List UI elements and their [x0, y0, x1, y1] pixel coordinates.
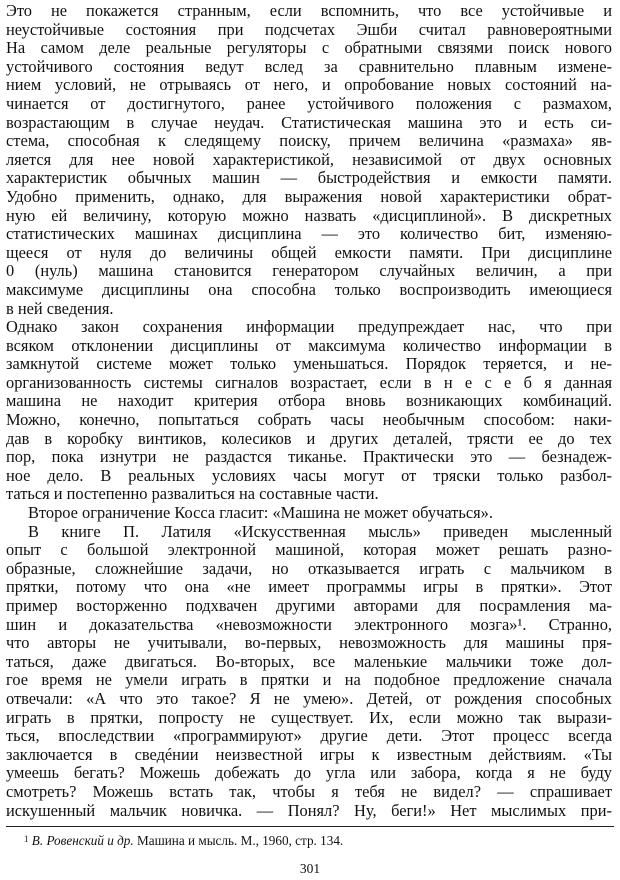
text-line: машина не находит критерия отбора вновь возникающих комбинаций.: [6, 392, 612, 411]
text-line: нием условий, не отрываясь от него, и опробование новых состояний на-: [6, 76, 612, 95]
text-line: ться, впоследствии «программируют» другие дети. Этот процесс всегда: [6, 727, 612, 746]
text-line: ляется для нее новой характеристикой, независимой от двух основных: [6, 150, 612, 169]
text-line: Второе ограничение Косса гласит: «Машина не может обучаться».: [28, 504, 493, 523]
footnote-reference: Машина и мысль. М., 1960, стр. 134.: [137, 833, 344, 848]
text-line: стема, способная к следящему поиску, причем величина «размаха» яв-: [6, 132, 612, 151]
text-line: всяком отклонении дисциплины от максимума количество информации в: [6, 336, 612, 355]
text-line: что авторы не учитывали, во-первых, невозможность для машины пря-: [6, 634, 612, 653]
text-line: пример восторженно подхвачен другими авторами для посрамления ма-: [6, 597, 612, 615]
text-line: В книге П. Латиля «Искусственная мысль» приведен мысленный: [28, 522, 612, 541]
text-line: таться, даже двигаться. Во-вторых, все маленькие мальчики тоже дол-: [6, 652, 612, 671]
page-number: 301: [299, 861, 321, 876]
text-line: Однако закон сохранения информации предупреждает нас, что при: [6, 318, 612, 337]
text-line: неустойчивые состояния при подсчетах Эшби считал равновероятными: [6, 20, 612, 39]
text-line: максимуме дисциплины она способна только воспроизводить имеющиеся: [6, 280, 612, 299]
text-line: образные, сложнейшие задачи, но отказывается играть с мальчиком в: [6, 559, 612, 578]
text-line: смотреть? Можешь встать так, чтобы я тебя не видел? — спрашивает: [6, 782, 612, 801]
text-line: опыт с большой электронной машиной, которая может решать разно-: [6, 541, 612, 560]
text-line: 0 (нуль) машина становится генератором случайных величин, а при: [6, 262, 612, 281]
text-line: замкнутой системе может только уменьшаться. Порядок теряется, и не-: [6, 355, 612, 374]
footnote-marker: 1: [24, 834, 29, 844]
text-line: чинается от достигнутого, ранее устойчивого положения с размахом,: [6, 94, 612, 113]
text-line: заключается в сведéнии неизвестной игры к известным действиям. «Ты: [6, 745, 612, 764]
text-line: отвечали: «А что это такое? Я не умею». Детей, от рождения способных: [6, 689, 612, 708]
text-line: искушенный мальчик новичка. — Понял? Ну, беги!» Нет мыслимых при-: [6, 801, 612, 820]
text-line: Можно, конечно, попытаться собрать часы необычным способом: наки-: [6, 411, 612, 430]
text-line: гое время не умели играть в прятки и на подобное предложение сначала: [6, 671, 612, 690]
text-line: таться и постепенно развалиться на составные части.: [6, 485, 379, 504]
text-line: щееся от нуля до величины общей емкости памяти. При дисциплине: [6, 243, 612, 262]
text-line: Удобно применить, однако, для выражения новой характеристики обрат-: [6, 187, 612, 206]
footnote-divider: [6, 826, 614, 827]
footnote: [24, 833, 343, 849]
text-line: в ней сведения.: [6, 299, 114, 318]
text-line: ную ей величину, которую можно назвать «дисциплиной». В дискретных: [6, 206, 612, 225]
text-line: возрастающим в случае неудач. Статистическая машина это и есть си-: [6, 113, 612, 132]
text-line: статистических машинах дисциплина — это количество бит, изменяю-: [6, 225, 612, 244]
text-line: шин и доказательства «невозможности электронного мозга»¹. Странно,: [6, 615, 612, 634]
text-line: умеешь бегать? Можешь добежать до угла или забора, когда я не буду: [6, 764, 612, 783]
body-text: [6, 2, 612, 820]
text-line: Это не покажется странным, если вспомнить, что все устойчивые и: [6, 2, 612, 20]
footnote-authors: В. Ровенский и др.: [31, 833, 134, 848]
text-line: дав в коробку винтиков, колесиков и других деталей, трясти ее до тех: [6, 429, 612, 448]
text-line: характеристик обычных машин — быстродействия и емкости памяти.: [6, 169, 612, 188]
text-line: устойчивого состояния ведут вслед за сравнительно плавным измене-: [6, 57, 612, 76]
text-line: прятки, потому что она «не имеет программы игры в прятки». Этот: [6, 578, 612, 597]
text-line: организованность системы сигналов возрастает, если в н е с е б я данная: [6, 373, 612, 392]
text-line: играть в прятки, попросту не существует. Их, если можно так вырази-: [6, 708, 612, 727]
text-line: На самом деле реальные регуляторы с обратными связями поиск нового: [6, 39, 612, 58]
text-line: пор, пока изнутри не раздастся тиканье. Практически это — безнадеж-: [6, 448, 612, 467]
text-line: ное дело. В реальных условиях часы могут от тряски только разбол-: [6, 466, 612, 485]
